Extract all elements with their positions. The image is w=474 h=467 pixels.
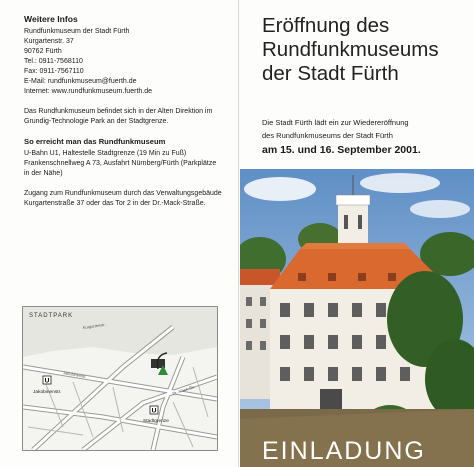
museum-marker	[151, 353, 168, 375]
title-line: der Stadt Fürth	[262, 62, 399, 85]
directions-line: Frankenschnellweg A 73, Ausfahrt Nürnberg/Fürth (Parkplätze	[24, 160, 217, 167]
address-line: Kurgartenstr. 37	[24, 37, 74, 45]
location-text: Das Rundfunkmuseum befindet sich in der Alten Direktion im Grundig-Technologie Park an der Stadtgrenze.	[24, 107, 213, 125]
address-line: 90762 Fürth	[24, 47, 62, 55]
directions-heading: So erreicht man das Rundfunkmuseum	[24, 136, 166, 146]
location-map	[22, 306, 218, 451]
info-heading: Weitere Infos	[24, 14, 78, 24]
title-panel	[262, 14, 467, 86]
fax-line: Fax: 0911-7567110	[24, 67, 84, 75]
address-line: Rundfunkmuseum der Stadt Fürth	[24, 27, 130, 35]
subway-symbol: U	[44, 377, 50, 385]
email-line: E-Mail: rundfunkmuseum@fuerth.de	[24, 77, 137, 85]
access-text: Zugang zum Rundfunkmuseum durch das Verwaltungsgebäude Kurgartenstraße 37 oder das Tor 2 in der Dr.-Mack-Straße.	[24, 190, 222, 207]
fold-line	[238, 0, 239, 467]
subway-symbol: U	[151, 407, 157, 415]
subway-icon	[43, 376, 51, 385]
intro-line: Die Stadt Fürth lädt ein zur Wiedereröffnung	[262, 118, 409, 127]
title-line: Eröffnung des	[262, 14, 390, 37]
street-label: Jakobinenstr.	[62, 370, 87, 380]
park-label: STADTPARK	[29, 313, 74, 319]
station-label: Jakobinenstr.	[33, 390, 62, 395]
building-photo	[240, 169, 474, 467]
street-label: Dr.-Mack-Str.	[171, 383, 196, 396]
title-line: Rundfunkmuseums	[262, 38, 439, 61]
info-panel	[24, 14, 230, 209]
street-label: Kurgartenstr.	[82, 321, 106, 330]
subway-icon	[150, 406, 158, 415]
phone-line: Tel.: 0911-7568110	[24, 57, 83, 65]
invitation-label: EINLADUNG	[262, 437, 426, 465]
intro-line: des Rundfunkmuseums der Stadt Fürth	[262, 131, 393, 140]
station-label: Stadtgrenze	[143, 419, 169, 424]
website-line: Internet: www.rundfunkmuseum.fuerth.de	[24, 87, 153, 95]
directions-line: U-Bahn U1, Haltestelle Stadtgrenze (19 Min zu Fuß)	[24, 150, 187, 157]
event-date: am 15. und 16. September 2001.	[262, 144, 421, 156]
intro-block	[262, 116, 467, 157]
directions-line: in der Nähe)	[24, 170, 63, 177]
